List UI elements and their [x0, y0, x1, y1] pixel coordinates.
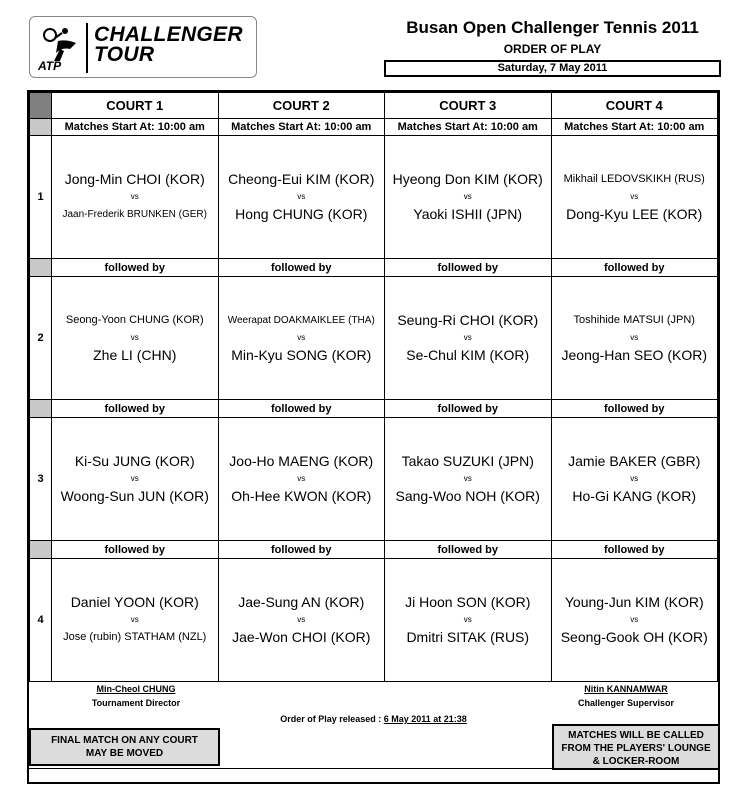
court-1-header: COURT 1: [52, 93, 219, 119]
match-row-3: [30, 418, 718, 541]
director-name: Min-Cheol CHUNG: [96, 684, 176, 694]
match-cell: [385, 418, 552, 541]
atp-challenger-logo: [29, 16, 257, 78]
row-marker: [30, 259, 52, 277]
vs-label: vs: [630, 615, 639, 624]
player-2: Se-Chul KIM (KOR): [406, 347, 530, 363]
match-cell: [385, 559, 552, 682]
logo-line-1: CHALLENGER: [94, 23, 243, 46]
vs-label: vs: [297, 615, 306, 624]
sheet-footer: [29, 682, 718, 782]
vs-label: vs: [463, 192, 472, 201]
player-2: Hong CHUNG (KOR): [235, 206, 368, 222]
player-1: Young-Jun KIM (KOR): [564, 594, 704, 610]
tournament-director: [51, 682, 221, 710]
supervisor-name: Nitin KANNAMWAR: [584, 684, 668, 694]
player-1: Toshihide MATSUI (JPN): [573, 314, 695, 326]
followed-by-label: followed by: [385, 400, 552, 418]
court-2-header: COURT 2: [218, 93, 385, 119]
player-2: Jose (rubin) STATHAM (NZL): [63, 631, 207, 643]
match-cell: [551, 559, 718, 682]
vs-label: vs: [297, 474, 306, 483]
vs-label: vs: [463, 474, 472, 483]
vs-label: vs: [463, 333, 472, 342]
match-cell: [218, 136, 385, 259]
player-1: Cheong-Eui KIM (KOR): [228, 171, 375, 187]
vs-label: vs: [630, 333, 639, 342]
match-cell: [385, 277, 552, 400]
vs-label: vs: [130, 615, 139, 624]
schedule-table: [29, 92, 718, 682]
start-time: Matches Start At: 10:00 am: [551, 119, 718, 136]
vs-label: vs: [630, 474, 639, 483]
player-2: Min-Kyu SONG (KOR): [231, 347, 372, 363]
followed-by-row: [30, 541, 718, 559]
match-cell: [52, 277, 219, 400]
player-1: Hyeong Don KIM (KOR): [392, 171, 543, 187]
released-label: Order of Play released :: [280, 714, 382, 724]
match-cell: [52, 136, 219, 259]
match-row-4: [30, 559, 718, 682]
court-3-header: COURT 3: [385, 93, 552, 119]
player-2: Jaan-Frederik BRUNKEN (GER): [62, 209, 207, 220]
player-2: Sang-Woo NOH (KOR): [395, 488, 540, 504]
match-order-number: 3: [30, 418, 52, 541]
vs-label: vs: [130, 474, 139, 483]
corner-cell: [30, 93, 52, 119]
match-cell: [551, 418, 718, 541]
followed-by-label: followed by: [52, 400, 219, 418]
start-time-row: [30, 119, 718, 136]
followed-by-label: followed by: [551, 400, 718, 418]
logo-divider: [86, 23, 88, 73]
challenger-supervisor: [541, 682, 711, 710]
match-order-number: 4: [30, 559, 52, 682]
followed-by-label: followed by: [385, 259, 552, 277]
player-1: Weerapat DOAKMAIKLEE (THA): [227, 315, 375, 326]
play-date: Saturday, 7 May 2011: [384, 60, 721, 77]
row-marker: [30, 541, 52, 559]
player-2: Seong-Gook OH (KOR): [560, 629, 708, 645]
player-1: Daniel YOON (KOR): [70, 594, 199, 610]
player-2: Ho-Gi KANG (KOR): [572, 488, 697, 504]
released-date: 6 May 2011 at 21:38: [383, 714, 467, 724]
player-1: Takao SUZUKI (JPN): [401, 453, 534, 469]
start-time: Matches Start At: 10:00 am: [218, 119, 385, 136]
player-1: Seong-Yoon CHUNG (KOR): [65, 314, 204, 326]
row-marker: [30, 400, 52, 418]
player-2: Dmitri SITAK (RUS): [406, 629, 530, 645]
player-1: Seung-Ri CHOI (KOR): [397, 312, 539, 328]
player-1: Mikhail LEDOVSKIKH (RUS): [563, 173, 705, 185]
logo-line-2: TOUR: [94, 43, 155, 66]
followed-by-label: followed by: [551, 541, 718, 559]
vs-label: vs: [130, 192, 139, 201]
match-cell: [52, 418, 219, 541]
supervisor-title: Challenger Supervisor: [577, 698, 675, 708]
match-cell: [218, 559, 385, 682]
player-2: Jeong-Han SEO (KOR): [561, 347, 707, 363]
match-row-2: [30, 277, 718, 400]
court-4-header: COURT 4: [551, 93, 718, 119]
player-2: Yaoki ISHII (JPN): [413, 206, 523, 222]
vs-label: vs: [463, 615, 472, 624]
followed-by-label: followed by: [385, 541, 552, 559]
player-1: Ji Hoon SON (KOR): [405, 594, 531, 610]
vs-label: vs: [130, 333, 139, 342]
vs-label: vs: [297, 192, 306, 201]
followed-by-label: followed by: [551, 259, 718, 277]
bottom-rule: [29, 768, 718, 769]
match-order-number: 1: [30, 136, 52, 259]
final-match-note: FINAL MATCH ON ANY COURT MAY BE MOVED: [29, 728, 220, 766]
followed-by-label: followed by: [52, 541, 219, 559]
row-marker: [30, 119, 52, 136]
vs-label: vs: [297, 333, 306, 342]
match-cell: [551, 277, 718, 400]
start-time: Matches Start At: 10:00 am: [52, 119, 219, 136]
match-cell: [385, 136, 552, 259]
player-1: Ki-Su JUNG (KOR): [74, 453, 195, 469]
order-of-play-heading: ORDER OF PLAY: [503, 42, 602, 56]
player-1: Joo-Ho MAENG (KOR): [229, 453, 374, 469]
director-title: Tournament Director: [91, 698, 181, 708]
match-order-number: 2: [30, 277, 52, 400]
tennis-player-icon: [36, 23, 84, 71]
match-cell: [218, 418, 385, 541]
start-time: Matches Start At: 10:00 am: [385, 119, 552, 136]
player-1: Jamie BAKER (GBR): [568, 453, 701, 469]
logo-wordmark: [94, 25, 243, 65]
match-cell: [218, 277, 385, 400]
vs-label: vs: [630, 192, 639, 201]
player-2: Woong-Sun JUN (KOR): [60, 488, 209, 504]
match-row-1: [30, 136, 718, 259]
atp-wordmark: ATP: [38, 59, 62, 71]
followed-by-row: [30, 400, 718, 418]
player-1: Jong-Min CHOI (KOR): [64, 171, 205, 187]
player-2: Dong-Kyu LEE (KOR): [566, 206, 703, 222]
court-header-row: [30, 93, 718, 119]
match-cell: [52, 559, 219, 682]
player-2: Zhe LI (CHN): [93, 347, 177, 363]
order-of-play-sheet: [27, 90, 720, 784]
followed-by-label: followed by: [218, 541, 385, 559]
followed-by-label: followed by: [218, 400, 385, 418]
call-location-note: MATCHES WILL BE CALLED FROM THE PLAYERS' LOUNGE & LOCKER-ROOM: [552, 724, 720, 770]
player-2: Jae-Won CHOI (KOR): [232, 629, 371, 645]
player-1: Jae-Sung AN (KOR): [238, 594, 365, 610]
followed-by-row: [30, 259, 718, 277]
match-cell: [551, 136, 718, 259]
followed-by-label: followed by: [218, 259, 385, 277]
followed-by-label: followed by: [52, 259, 219, 277]
release-line: [29, 714, 718, 724]
tournament-title: Busan Open Challenger Tennis 2011: [406, 18, 699, 37]
player-2: Oh-Hee KWON (KOR): [231, 488, 372, 504]
